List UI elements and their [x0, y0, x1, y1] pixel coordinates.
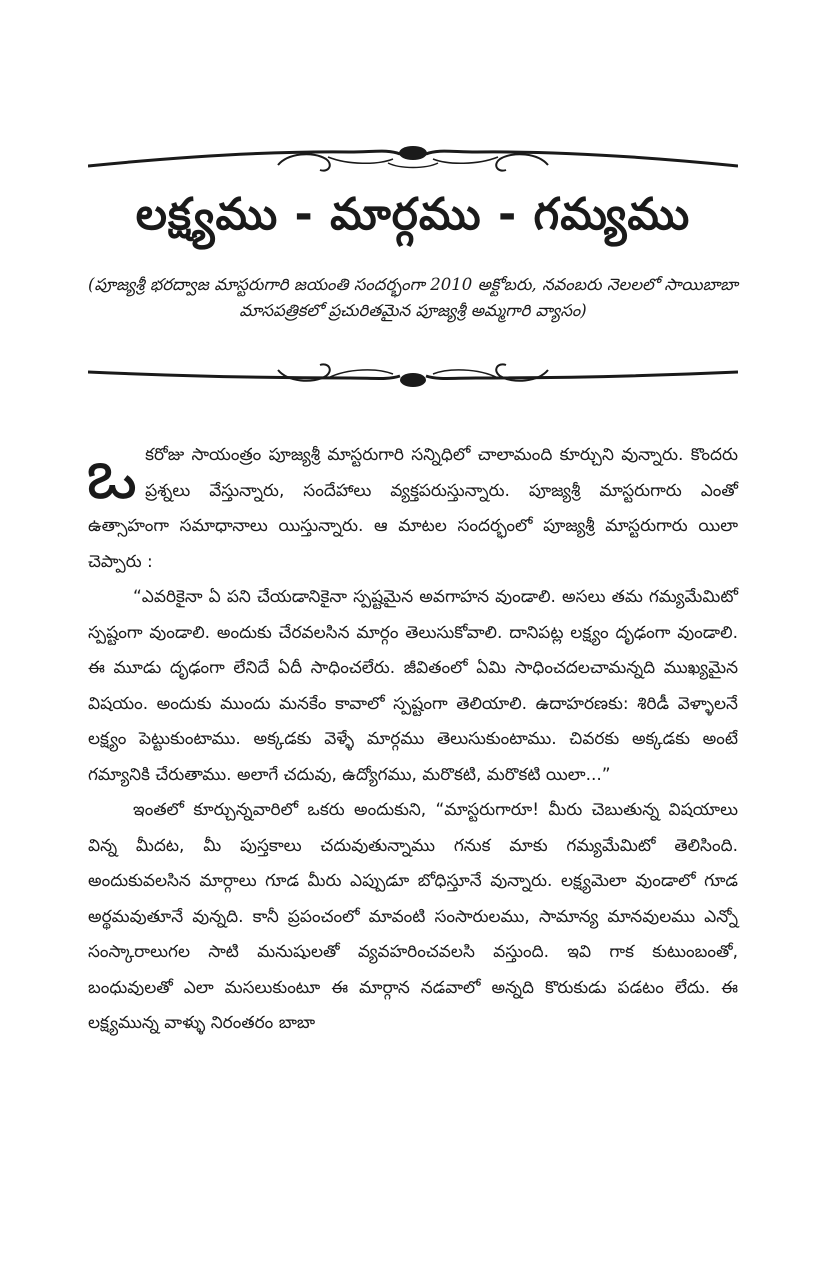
paragraph-1-text: కరోజు సాయంత్రం పూజ్యశ్రీ మాస్టరుగారి సన్నిధిలో చాలామంది కూర్చుని వున్నారు. కొందరు ప్రశ్నలు వేస్తున్నారు, సందేహాలు వ్యక్తపరుస్తున్నారు. పూజ్యశ్రీ మాస్టరుగారు ఎంతో ఉత్సాహంగా సమాధానాలు యిస్తున్నారు. ఆ మాటల సందర్భంలో పూజ్యశ్రీ మాస్టరుగారు యిలా చెప్పారు :	[88, 445, 738, 572]
article-title: లక్ష్యము - మార్గము - గమ్యము	[135, 189, 691, 240]
paragraph-2: “ఎవరికైనా ఏ పని చేయడానికైనా స్పష్టమైన అవగాహన వుండాలి. అసలు తమ గమ్యమేమిటో స్పష్టంగా వుండాలి. అందుకు చేరవలసిన మార్గం తెలుసుకోవాలి. దానిపట్ల లక్ష్యం దృఢంగా వుండాలి. ఈ మూడు దృఢంగా లేనిదే ఏదీ సాధించలేరు. జీవితంలో ఏమి సాధించదలచామన్నది ముఖ్యమైన విషయం. అందుకు ముందు మనకేం కావాలో స్పష్టంగా తెలియాలి. ఉదాహరణకు: శిరిడీ వెళ్ళాలనే లక్ష్యం పెట్టుకుంటాము. అక్కడకు వెళ్ళే మార్గము తెలుసుకుంటాము. చివరకు అక్కడకు అంటే గమ్యానికి చేరుతాము. అలాగే చదువు, ఉద్యోగము, మరొకటి, మరొకటి యిలా...”	[88, 587, 738, 785]
paragraph-3: ఇంతలో కూర్చున్నవారిలో ఒకరు అందుకుని, “మాస్టరుగారూ! మీరు చెబుతున్న విషయాలు విన్న మీదట, మీ పుస్తకాలు చదువుతున్నాము గనుక మాకు గమ్యమేమిటో తెలిసింది. అందుకువలసిన మార్గాలు గూడ మీరు ఎప్పుడూ బోధిస్తూనే వున్నారు. లక్ష్యమెలా వుండాలో గూడ అర్థమవుతూనే వున్నది. కానీ ప్రపంచంలో మావంటి సంసారులము, సామాన్య మానవులము ఎన్నో సంస్కారాలుగల సాటి మనుషులతో వ్యవహరించవలసి వస్తుంది. ఇవి గాక కుటుంబంతో, బంధువులతో ఎలా మసలుకుంటూ ఈ మార్గాన నడవాలో అన్నది కొరుకుడు పడటం లేదు. ఈ లక్ష్యమున్న వాళ్ళు నిరంతరం బాబా	[88, 800, 738, 1033]
article-body	[86, 433, 738, 1042]
article-subtitle: (పూజ్యశ్రీ భరద్వాజ మాస్టరుగారి జయంతి సందర్భంగా 2010 అక్టోబరు, నవంబరు నెలలలో సాయిబాబా మాసపత్రికలో ప్రచురితమైన పూజ్యశ్రీ అమ్మగారి వ్యాసం)	[88, 275, 738, 320]
drop-cap-letter: ఒ	[86, 433, 138, 515]
paragraph-1	[86, 433, 738, 580]
top-flourish-ornament	[88, 135, 738, 185]
bottom-flourish-ornament	[88, 352, 738, 402]
